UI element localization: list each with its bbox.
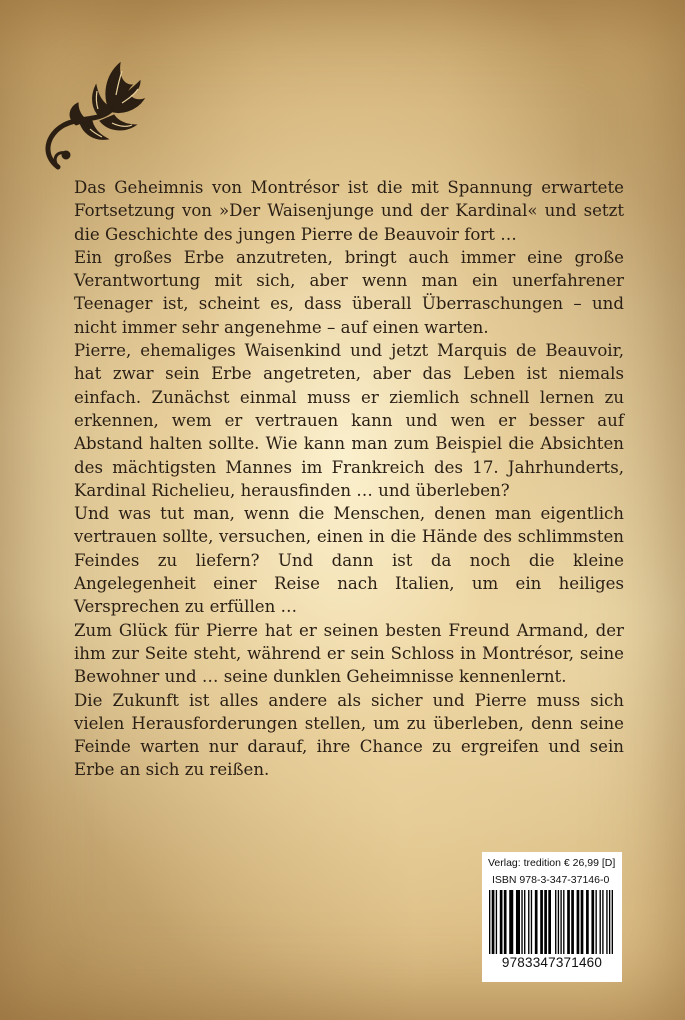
blurb-paragraph: Die Zukunft ist alles andere als sicher und Pierre muss sich vielen Herausforderungen stellen, um zu überleben, denn seine Feinde warten nur darauf, ihre Chance zu ergreifen und sein Erbe an sich zu reißen. — [74, 690, 624, 780]
isbn-text: ISBN 978-3-347-37146-0 — [492, 874, 610, 886]
ean-number: 9783347371460 — [501, 955, 603, 970]
publisher-price: Verlag: tredition € 26,99 [D] — [488, 857, 616, 869]
blurb-paragraph: Pierre, ehemaliges Waisenkind und jetzt Marquis de Beauvoir, hat zwar sein Erbe angetreten, aber das Leben ist niemals einfach. Zunächst einmal muss er ziemlich schnell lernen zu erkennen, wem er vertrauen kann und wen er besser auf Abstand halten sollte. Wie kann man zum Beispiel die Absichten des mächtigsten Mannes im Frankreich des 17. Jahrhunderts, Kardinal Richelieu, herausfinden … und überleben? — [74, 341, 624, 500]
back-cover-blurb — [74, 176, 624, 782]
acanthus-scroll-ornament-icon — [40, 55, 150, 175]
blurb-paragraph: Ein großes Erbe anzutreten, bringt auch immer eine große Verantwortung mit sich, aber wenn man ein unerfahrener Teenager ist, scheint es, dass überall Überraschungen – und nicht immer sehr angenehme – auf einen warten. — [74, 247, 624, 337]
blurb-paragraph: Zum Glück für Pierre hat er seinen besten Freund Armand, der ihm zur Seite steht, während er sein Schloss in Montrésor, seine Bewohner und … seine dunklen Geheimnisse kennenlernt. — [74, 620, 624, 687]
blurb-paragraph: Und was tut man, wenn die Menschen, denen man eigentlich vertrauen sollte, versuchen, einen in die Hände des schlimmsten Feindes zu liefern? Und dann ist da noch die kleine Angelegenheit einer Reise nach Italien, um ein heiliges Versprechen zu erfüllen … — [74, 504, 624, 617]
barcode-label — [482, 852, 622, 982]
barcode-icon — [488, 890, 614, 954]
blurb-paragraph: Das Geheimnis von Montrésor ist die mit Spannung erwartete Fortsetzung von »Der Waisenjunge und der Kardinal« und setzt die Geschichte des jungen Pierre de Beauvoir fort … — [74, 178, 624, 244]
